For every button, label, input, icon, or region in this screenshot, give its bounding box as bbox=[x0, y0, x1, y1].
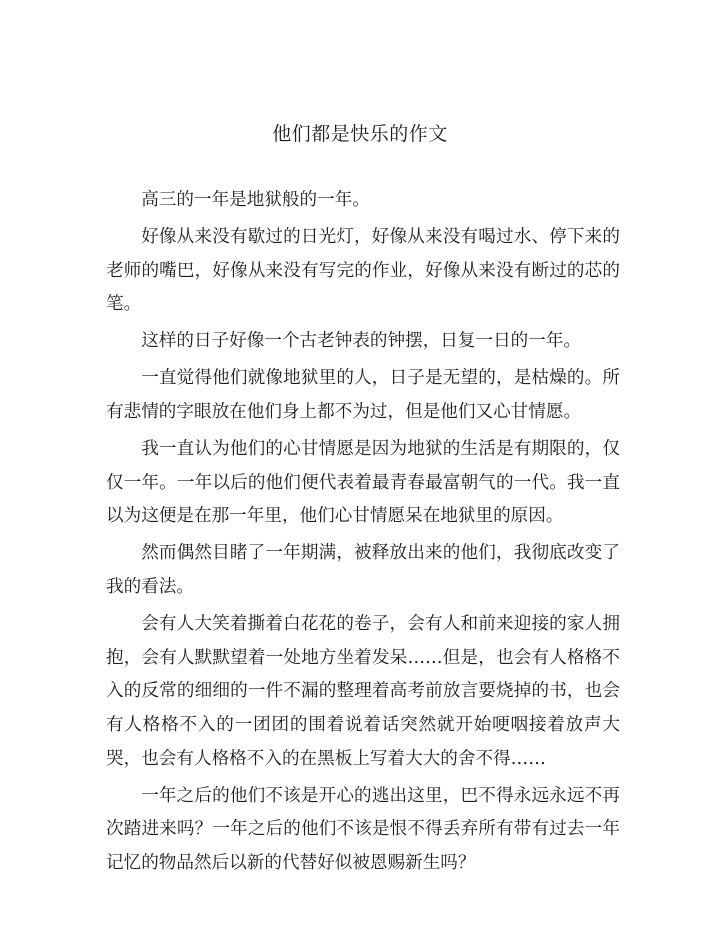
page-title: 他们都是快乐的作文 bbox=[272, 123, 448, 145]
paragraph-4: 一直觉得他们就像地狱里的人，日子是无望的，是枯燥的。所有悲情的字眼放在他们身上都不为过，但是他们又心甘情愿。 bbox=[106, 368, 620, 423]
paragraph-8: 一年之后的他们不该是开心的逃出这里，巴不得永远永远不再次踏进来吗？一年之后的他们不该是恨不得丢弃所有带有过去一年记忆的物品然后以新的代替好似被恩赐新生吗？ bbox=[106, 785, 620, 873]
paragraph-7: 会有人大笑着撕着白花花的卷子，会有人和前来迎接的家人拥抱，会有人默默望着一处地方坐着发呆……但是，也会有人格格不入的反常的细细的一件不漏的整理着高考前放言要烧掉的书，也会有人格格不入的一团团的围着说着话突然就开始哽咽接着放声大哭，也会有人格格不入的在黑板上写着大大的舍不得…… bbox=[106, 614, 620, 769]
paragraph-2: 好像从来没有歇过的日光灯，好像从来没有喝过水、停下来的老师的嘴巴，好像从来没有写完的作业，好像从来没有断过的芯的笔。 bbox=[106, 227, 620, 315]
article-body bbox=[106, 184, 620, 884]
paragraph-6: 然而偶然目睹了一年期满，被释放出来的他们，我彻底改变了我的看法。 bbox=[106, 543, 620, 598]
paragraph-5: 我一直认为他们的心甘情愿是因为地狱的生活是有期限的，仅仅一年。一年以后的他们便代表着最青春最富朝气的一代。我一直以为这便是在那一年里，他们心甘情愿呆在地狱里的原因。 bbox=[106, 439, 620, 527]
paragraph-3: 这样的日子好像一个古老钟表的钟摆，日复一日的一年。 bbox=[141, 331, 582, 352]
paragraph-1: 高三的一年是地狱般的一年。 bbox=[141, 190, 370, 210]
